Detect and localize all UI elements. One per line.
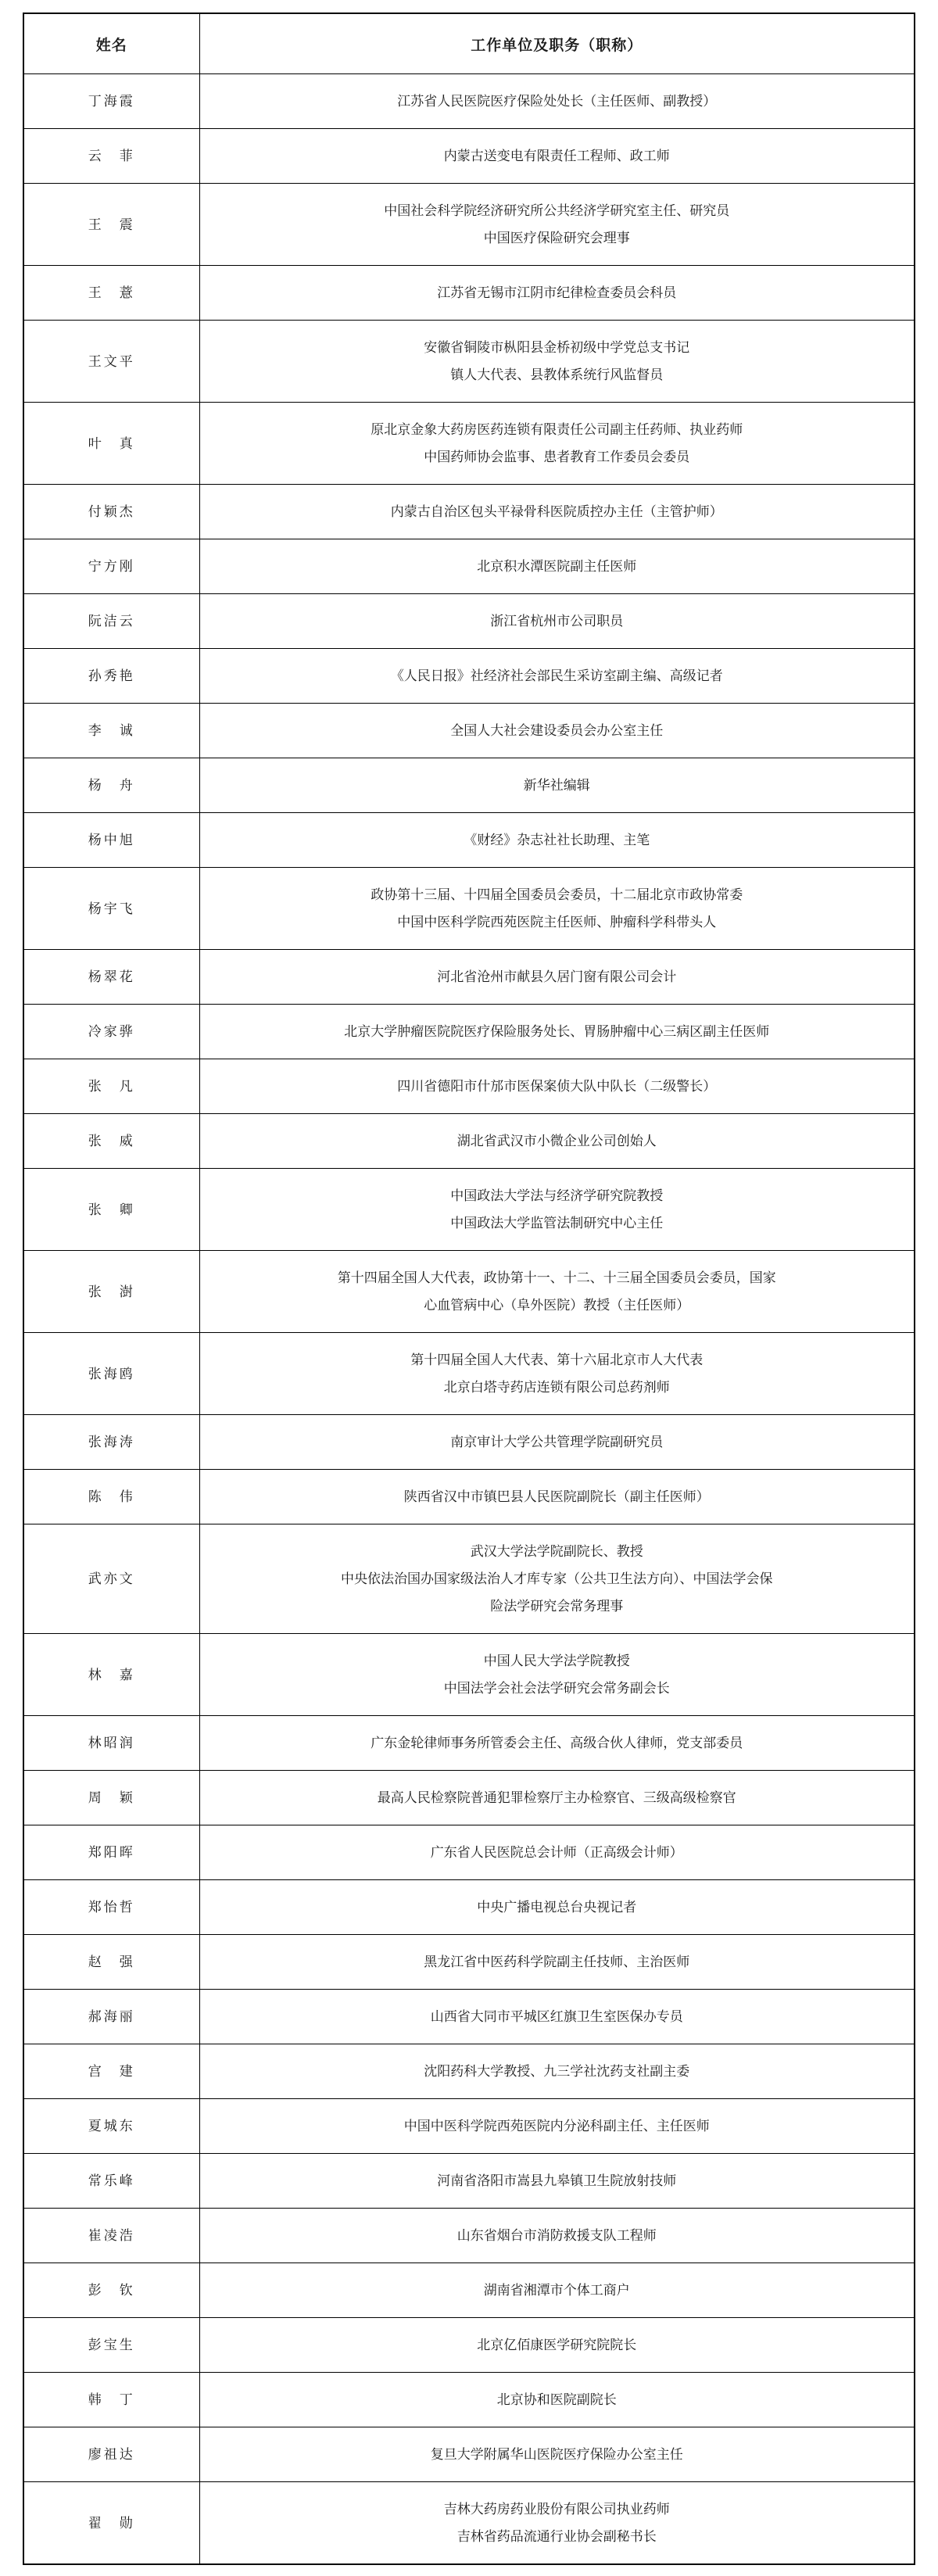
position-cell <box>199 1716 915 1771</box>
table-row <box>23 2482 915 2565</box>
table-row <box>23 1716 915 1771</box>
table-row <box>23 1114 915 1169</box>
position-line: 沈阳药科大学教授、九三学社沈药支社副主委 <box>424 2064 690 2079</box>
position-cell <box>199 321 915 403</box>
position-line: 《财经》杂志社社长助理、主笔 <box>464 833 650 847</box>
position-line: 政协第十三届、十四届全国委员会委员，十二届北京市政协常委 <box>371 887 743 902</box>
position-cell <box>199 1333 915 1415</box>
name-cell: 李 诚 <box>23 704 199 758</box>
name-cell: 叶 真 <box>23 403 199 485</box>
position-line: 中国政法大学法与经济学研究院教授 <box>450 1188 664 1203</box>
position-cell <box>199 74 915 129</box>
name-cell: 张 凡 <box>23 1059 199 1114</box>
table-row <box>23 1524 915 1634</box>
position-cell <box>199 2099 915 2154</box>
name-cell: 云 菲 <box>23 129 199 184</box>
position-cell <box>199 594 915 649</box>
position-line: 中国法学会社会法学研究会常务副会长 <box>443 1681 670 1696</box>
position-line: 广东金轮律师事务所管委会主任、高级合伙人律师，党支部委员 <box>371 1736 743 1750</box>
position-cell <box>199 1251 915 1333</box>
name-cell: 郝海丽 <box>23 1990 199 2044</box>
name-cell: 崔凌浩 <box>23 2209 199 2263</box>
name-cell: 赵 强 <box>23 1935 199 1990</box>
position-cell <box>199 813 915 868</box>
name-cell: 林 嘉 <box>23 1634 199 1716</box>
name-cell: 张 卿 <box>23 1169 199 1251</box>
position-line: 广东省人民医院总会计师（正高级会计师） <box>430 1845 683 1860</box>
position-line: 全国人大社会建设委员会办公室主任 <box>450 723 664 738</box>
position-cell <box>199 2427 915 2482</box>
position-line: 内蒙古自治区包头平禄骨科医院质控办主任（主管护师） <box>390 504 723 519</box>
position-line: 《人民日报》社经济社会部民生采访室副主编、高级记者 <box>390 668 723 683</box>
position-cell <box>199 1771 915 1825</box>
name-cell: 杨 舟 <box>23 758 199 813</box>
table-row <box>23 649 915 704</box>
position-line: 镇人大代表、县教体系统行风监督员 <box>450 367 664 382</box>
name-cell: 杨中旭 <box>23 813 199 868</box>
position-line: 中国政法大学监管法制研究中心主任 <box>450 1216 664 1231</box>
table-row <box>23 266 915 321</box>
name-cell: 常乐峰 <box>23 2154 199 2209</box>
position-line: 中国药师协会监事、患者教育工作委员会委员 <box>424 450 690 464</box>
position-line: 河南省洛阳市嵩县九皋镇卫生院放射技师 <box>437 2173 677 2188</box>
name-cell: 阮洁云 <box>23 594 199 649</box>
position-cell <box>199 266 915 321</box>
table-row <box>23 2154 915 2209</box>
table-row <box>23 2263 915 2318</box>
name-cell: 付颖杰 <box>23 485 199 539</box>
name-cell: 廖祖达 <box>23 2427 199 2482</box>
table-body <box>23 74 915 2565</box>
name-cell: 张海鸥 <box>23 1333 199 1415</box>
position-line: 武汉大学法学院副院长、教授 <box>470 1544 643 1559</box>
position-cell <box>199 2318 915 2373</box>
name-cell: 郑怡哲 <box>23 1880 199 1935</box>
position-line: 中国社会科学院经济研究所公共经济学研究室主任、研究员 <box>384 203 730 218</box>
table-row <box>23 2044 915 2099</box>
position-cell <box>199 1990 915 2044</box>
position-line: 湖南省湘潭市个体工商户 <box>483 2283 630 2298</box>
name-cell: 翟 勋 <box>23 2482 199 2565</box>
position-line: 中国人民大学法学院教授 <box>483 1653 630 1668</box>
position-line: 河北省沧州市献县久居门窗有限公司会计 <box>437 969 677 984</box>
name-cell: 王文平 <box>23 321 199 403</box>
position-cell <box>199 2482 915 2565</box>
name-cell: 彭 钦 <box>23 2263 199 2318</box>
name-cell: 陈 伟 <box>23 1470 199 1524</box>
position-line: 江苏省无锡市江阴市纪律检查委员会科员 <box>437 285 677 300</box>
table-row <box>23 1634 915 1716</box>
position-line: 原北京金象大药房医药连锁有限责任公司副主任药师、执业药师 <box>371 422 743 437</box>
position-cell <box>199 1415 915 1470</box>
position-line: 江苏省人民医院医疗保险处处长（主任医师、副教授） <box>397 94 717 109</box>
table-row <box>23 1825 915 1880</box>
table-row <box>23 539 915 594</box>
position-line: 第十四届全国人大代表，政协第十一、十二、十三届全国委员会委员，国家 <box>337 1270 776 1285</box>
position-line: 中国中医科学院西苑医院主任医师、肿瘤科学科带头人 <box>397 915 717 930</box>
position-cell <box>199 758 915 813</box>
position-line: 中国中医科学院西苑医院内分泌科副主任、主任医师 <box>403 2119 710 2134</box>
position-line: 北京亿佰康医学研究院院长 <box>477 2338 637 2352</box>
table-row <box>23 2427 915 2482</box>
name-cell: 武亦文 <box>23 1524 199 1634</box>
position-cell <box>199 1524 915 1634</box>
roster-table <box>23 13 915 2565</box>
name-cell: 宫 建 <box>23 2044 199 2099</box>
position-line: 第十四届全国人大代表、第十六届北京市人大代表 <box>410 1352 704 1367</box>
table-row <box>23 594 915 649</box>
position-cell <box>199 868 915 950</box>
table-row <box>23 950 915 1005</box>
name-cell: 林昭润 <box>23 1716 199 1771</box>
table-row <box>23 868 915 950</box>
position-cell <box>199 704 915 758</box>
table-row <box>23 1880 915 1935</box>
table-row <box>23 704 915 758</box>
table-row <box>23 1333 915 1415</box>
table-row <box>23 1990 915 2044</box>
table-row <box>23 321 915 403</box>
position-cell <box>199 1880 915 1935</box>
name-cell: 张 澍 <box>23 1251 199 1333</box>
table-row <box>23 1251 915 1333</box>
position-line: 吉林大药房药业股份有限公司执业药师 <box>443 2502 670 2517</box>
position-cell <box>199 129 915 184</box>
name-cell: 杨宇飞 <box>23 868 199 950</box>
table-row <box>23 403 915 485</box>
position-cell <box>199 649 915 704</box>
table-row <box>23 184 915 266</box>
position-line: 内蒙古送变电有限责任工程师、政工师 <box>443 149 670 163</box>
position-line: 最高人民检察院普通犯罪检察厅主办检察官、三级高级检察官 <box>377 1790 736 1805</box>
table-row <box>23 813 915 868</box>
table-row <box>23 129 915 184</box>
position-line: 吉林省药品流通行业协会副秘书长 <box>456 2529 657 2544</box>
position-line: 黑龙江省中医药科学院副主任技师、主治医师 <box>424 1954 690 1969</box>
position-cell <box>199 1005 915 1059</box>
name-cell: 宁方刚 <box>23 539 199 594</box>
table-row <box>23 1771 915 1825</box>
table-row <box>23 1415 915 1470</box>
position-cell <box>199 1935 915 1990</box>
table-row <box>23 1005 915 1059</box>
name-cell: 张 威 <box>23 1114 199 1169</box>
column-header-position: 工作单位及职务（职称） <box>199 13 915 74</box>
table-row <box>23 1470 915 1524</box>
position-cell <box>199 2373 915 2427</box>
name-cell: 冷家骅 <box>23 1005 199 1059</box>
position-line: 中国医疗保险研究会理事 <box>483 231 630 245</box>
position-cell <box>199 2154 915 2209</box>
position-cell <box>199 1825 915 1880</box>
position-line: 中央广播电视总台央视记者 <box>477 1900 637 1915</box>
position-cell <box>199 950 915 1005</box>
position-cell <box>199 1470 915 1524</box>
position-line: 陕西省汉中市镇巴县人民医院副院长（副主任医师） <box>403 1489 710 1504</box>
position-cell <box>199 184 915 266</box>
position-line: 北京大学肿瘤医院院医疗保险服务处长、胃肠肿瘤中心三病区副主任医师 <box>344 1024 770 1039</box>
position-line: 复旦大学附属华山医院医疗保险办公室主任 <box>430 2447 683 2462</box>
position-cell <box>199 539 915 594</box>
position-cell <box>199 1114 915 1169</box>
position-cell <box>199 2044 915 2099</box>
position-line: 安徽省铜陵市枞阳县金桥初级中学党总支书记 <box>424 340 690 355</box>
table-row <box>23 758 915 813</box>
name-cell: 杨翠花 <box>23 950 199 1005</box>
position-line: 浙江省杭州市公司职员 <box>490 614 624 629</box>
table-row <box>23 1169 915 1251</box>
position-cell <box>199 1059 915 1114</box>
position-cell <box>199 485 915 539</box>
position-line: 心血管病中心（阜外医院）教授（主任医师） <box>424 1298 690 1313</box>
position-line: 南京审计大学公共管理学院副研究员 <box>450 1435 664 1449</box>
name-cell: 韩 丁 <box>23 2373 199 2427</box>
table-row <box>23 2099 915 2154</box>
table-row <box>23 2373 915 2427</box>
name-cell: 孙秀艳 <box>23 649 199 704</box>
position-line: 北京积水潭医院副主任医师 <box>477 559 637 574</box>
position-line: 中央依法治国办国家级法治人才库专家（公共卫生法方向）、中国法学会保 <box>341 1571 773 1586</box>
position-cell <box>199 1634 915 1716</box>
position-line: 新华社编辑 <box>523 778 590 793</box>
name-cell: 张海涛 <box>23 1415 199 1470</box>
name-cell: 王 薏 <box>23 266 199 321</box>
table-row <box>23 485 915 539</box>
position-cell <box>199 2209 915 2263</box>
name-cell: 丁海霞 <box>23 74 199 129</box>
table-row <box>23 1935 915 1990</box>
table-row <box>23 2209 915 2263</box>
position-cell <box>199 1169 915 1251</box>
position-cell <box>199 2263 915 2318</box>
position-line: 险法学研究会常务理事 <box>490 1599 624 1614</box>
name-cell: 夏城东 <box>23 2099 199 2154</box>
position-cell <box>199 403 915 485</box>
position-line: 北京协和医院副院长 <box>496 2392 617 2407</box>
table-row <box>23 1059 915 1114</box>
column-header-name: 姓名 <box>23 13 199 74</box>
name-cell: 郑阳晖 <box>23 1825 199 1880</box>
name-cell: 彭宝生 <box>23 2318 199 2373</box>
position-line: 四川省德阳市什邡市医保案侦大队中队长（二级警长） <box>397 1079 717 1094</box>
position-line: 山西省大同市平城区红旗卫生室医保办专员 <box>430 2009 683 2024</box>
name-cell: 王 震 <box>23 184 199 266</box>
position-line: 山东省烟台市消防救援支队工程师 <box>456 2228 657 2243</box>
table-row <box>23 74 915 129</box>
position-line: 北京白塔寺药店连锁有限公司总药剂师 <box>443 1380 670 1395</box>
table-row <box>23 2318 915 2373</box>
name-cell: 周 颖 <box>23 1771 199 1825</box>
table-header-row <box>23 13 915 74</box>
position-line: 湖北省武汉市小微企业公司创始人 <box>456 1134 657 1148</box>
